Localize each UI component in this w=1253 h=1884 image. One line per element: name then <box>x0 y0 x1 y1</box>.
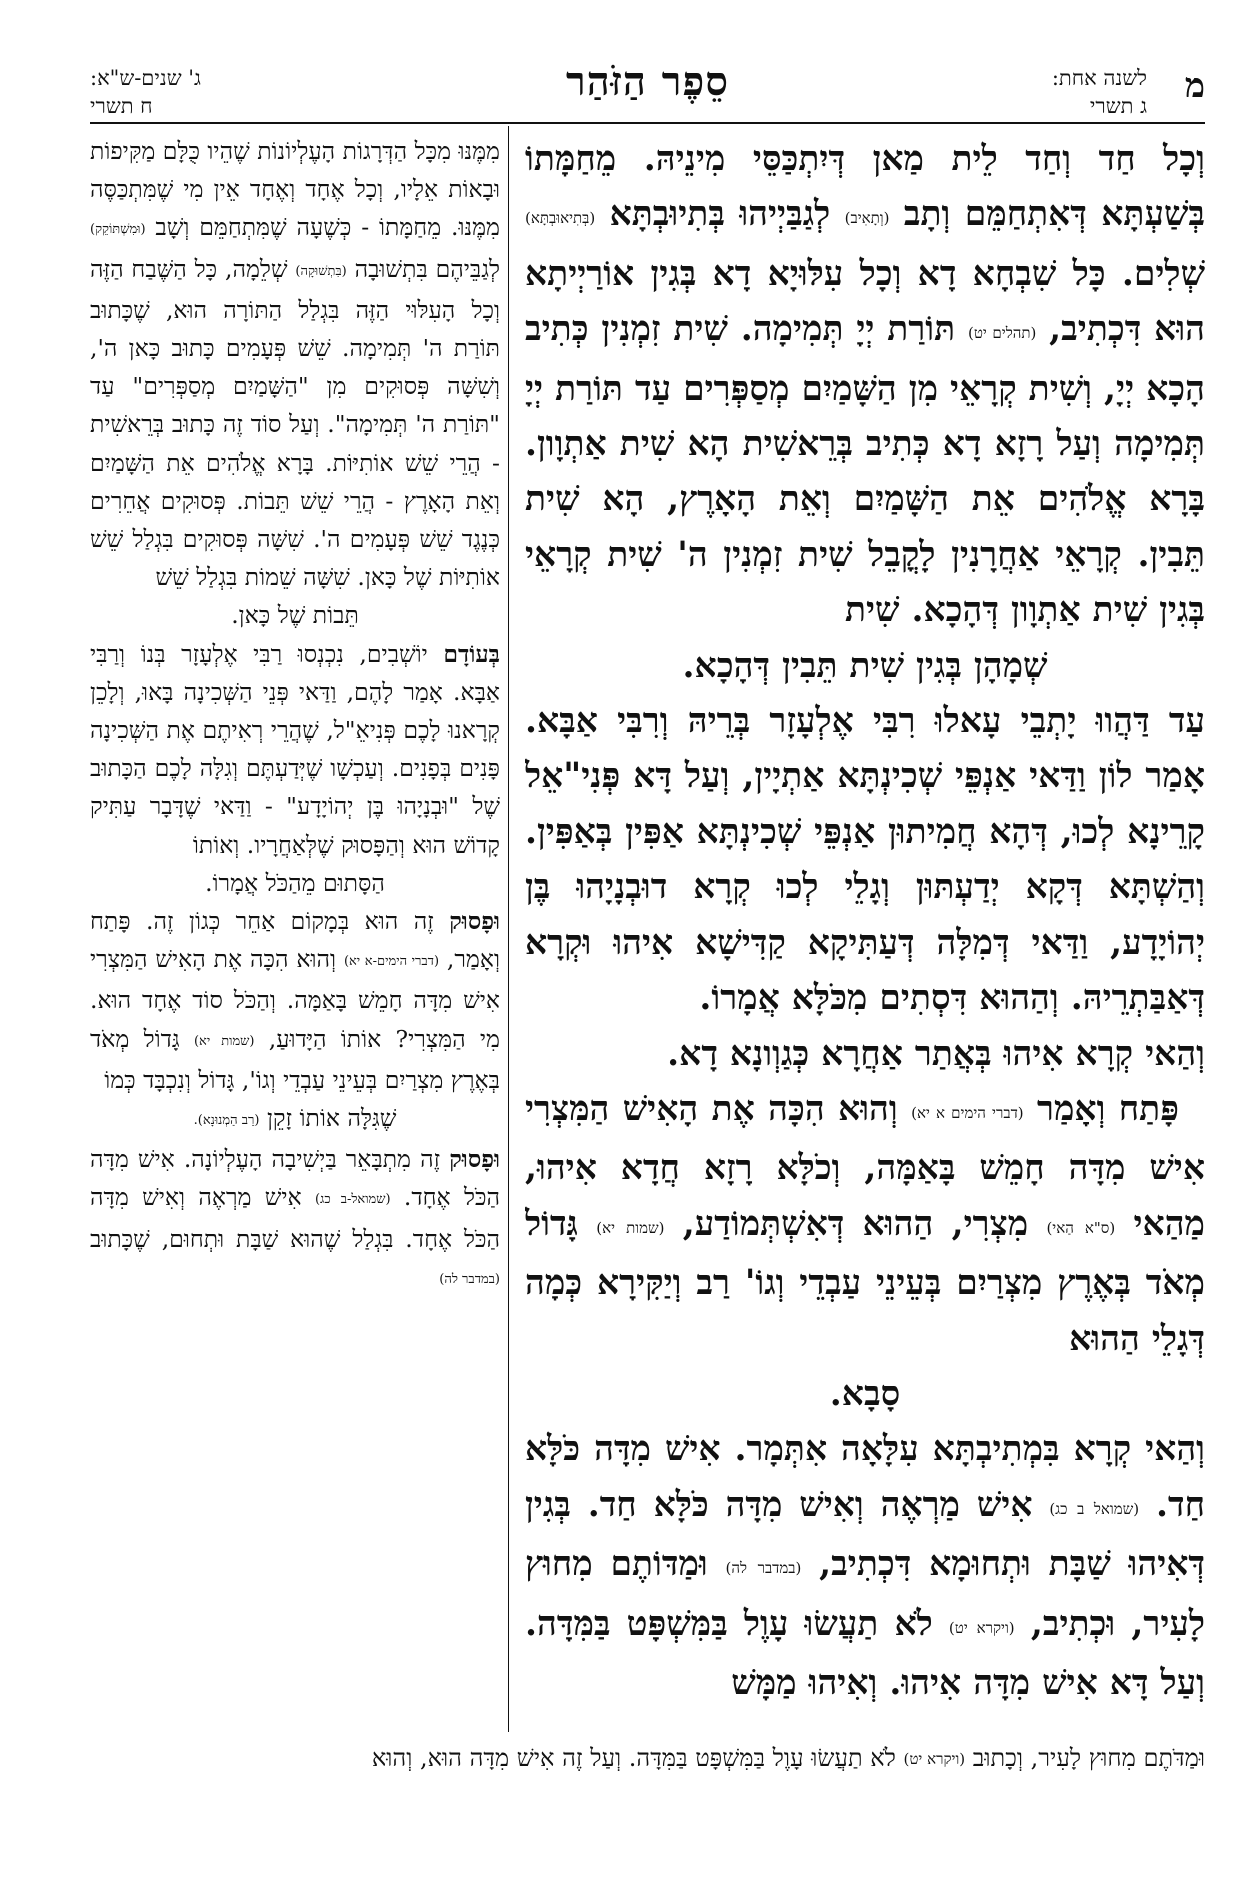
footer-text-2: לֹא תַעֲשׂוּ עָוֶל בַּמִּשְׁפָּט בַּמִּדָּה. וְעַל זֶה אִישׁ מִדָּה הוּא, וְהוּא <box>371 1744 896 1772</box>
side-s4-text-1: זֶה מִתְבָּאֵר בַּיְשִׁיבָה הָעֶלְיוֹנָה. אִישׁ מִדָּה הַכֹּל אֶחָד. <box>90 1145 500 1212</box>
header-rule <box>90 122 1205 124</box>
header-left-info <box>90 64 201 120</box>
page-header <box>90 58 1205 122</box>
main-p1-text-1: וְכָל חַד וְחַד לֵית מַאן דְּיִתְכַּסֵּי מִינֵיהּ. מֵחַמָּתוֹ בְּשַׁעְתָּא דְּאִתְחַמֵּם וְתָב <box>525 139 1205 235</box>
main-p4-ref-3: (שמות יא) <box>596 1218 665 1237</box>
main-paragraph-4 <box>525 1082 1205 1367</box>
main-paragraph-2 <box>525 694 1205 1026</box>
book-title: סֵפֶר הַזֹּהַר <box>566 58 729 105</box>
main-p5-text-3: וּמַדּוֹתֶם מִחוּץ לָעִיר, וּכְתִיב, <box>525 1544 1205 1644</box>
main-p4-text-2: וְהוּא הִכָּה אֶת הָאִישׁ הַמִּצְרִי אִישׁ מִדָּה חָמֵשׁ בָּאַמָּה, וְכֹלָּא רָזָא חֲדָא אִיהוּ, מַהַאי <box>525 1088 1205 1244</box>
main-p1-text-3: שְׁלִים. כָּל שִׁבְחָא דָא וְכָל עִלּוּיָא דָא בְּגִין אוֹרַיְיתָא הוּא דִּכְתִיב, <box>525 253 1205 350</box>
side-s3-closing-text: שֶׁגִּלָּה אוֹתוֹ זָקֵן <box>266 1104 397 1133</box>
main-p1-text-2: לְגַבַּיְיהוּ בְּתִיוּבְתָּא <box>609 194 831 235</box>
side-s1-text-1: מִמֶּנּוּ מִכָּל הַדְּרָגוֹת הָעֶלְיוֹנוֹת שֶׁהֵיו כֻּלָּם מַקִּיפוֹת וּבָאוֹת אֵלָיו, וְכָל אֶחָד וְאֶחָד אֵין מִי שֶׁמִּתְכַּסֶּה מִמֶּנּוּ. מֵחַמָּתוֹ - כְּשֶׁעָה שֶׁמִּתְחַמֵּם וְשָׁב <box>90 137 500 242</box>
main-p5-text-4: לֹא תַעֲשׂוּ עָוֶל בַּמִּשְׁפָּט בַּמִּדָּה. וְעַל דָּא אִישׁ מִדָּה אִיהוּ. וְאִיהוּ מַמָּשׁ <box>525 1603 1205 1703</box>
main-p5-lead-word: וְהַאי <box>1145 1429 1205 1470</box>
main-p5-ref-1: (שמואל ב כג) <box>1049 1499 1140 1518</box>
column-divider <box>508 126 509 1732</box>
side-s3-lead-word: וּפָסוּק <box>449 907 500 936</box>
main-p5-ref-3: (ויקרא יט) <box>948 1618 1015 1637</box>
side-s4-ref-1: (שמואל-ב כג) <box>314 1192 391 1208</box>
main-p4-text-1: פָּתַח וְאָמַר <box>1037 1088 1179 1129</box>
footer-ref-1: (ויקרא יט) <box>903 1750 966 1768</box>
side-s4-text-2: אִישׁ מַרְאֶה וְאִישׁ מִדָּה הַכֹּל אֶחָד. בִּגְלַל שֶׁהוּא שַׁבָּת וּתְחוּם, שֶׁכָּתוּב <box>90 1183 500 1253</box>
side-s1-ref-1: (וּמִשְׁתּוֹקֵק) <box>90 222 146 238</box>
main-paragraph-1 <box>525 132 1205 639</box>
main-paragraph-5 <box>525 1422 1205 1711</box>
side-s3-closing-ref: (רַב הַמְנוּנָא). <box>193 1113 260 1129</box>
main-p2-text: דַּהֲווּ יָתְבֵי עָאלוּ רִבִּי אֶלְעָזָר בְּרֵיהּ וְרִבִּי אַבָּא. אָמַר לוֹן וַדַּאי אַנְפֵּי שְׁכִינְתָּא אַתְיָין, וְעַל דָּא פְּנִי"אֵל קָרֵינָא לְכוּ, דְּהָא חֲמִיתוּן אַנְפֵּי שְׁכִינְתָּא אַפִּין בְּאַפִּין. וְהַשְׁתָּא דְּקָא יְדַעְתּוּן וְגָלֵי לְכוּ קְרָא דוּבְנָיָהוּ בֶּן יְהוֹיָדָע, וַדַּאי דְּמִלָּה דְּעַתִּיקָא קַדִּישָׁא אִיהוּ וּקְרָא דְּאַבַּתְרֵיהּ. וְהַהוּא דִּסְתִים מִכֹּלָּא אֲמָרוֹ. <box>525 701 1205 1019</box>
page-number: מ <box>1184 66 1205 106</box>
main-p4-text-3: מִצְרִי, הַהוּא דְּאִשְׁתְּמוֹדַע, <box>682 1203 1029 1244</box>
header-right-line-1: לשנה אחת: <box>1051 66 1147 90</box>
main-p4-ref-1: (דברי הימים א יא) <box>911 1103 1024 1122</box>
main-p4-closing-line: סָבָא. <box>829 1373 901 1414</box>
main-text-column <box>525 132 1205 1730</box>
main-p1-text-4: תּוֹרַת יְיָ תְּמִימָה. שִׁית זִמְנִין כְּתִיב הָכָא יְיָ, וְשִׁית קְרָאֵי מִן הַשָּׁמַיִם מְסַפְּרִים עַד תּוֹרַת יְיָ תְּמִימָה וְעַל רָזָא דָא כְּתִיב בְּרֵאשִׁית הָא שִׁית אַתְוָון. בָּרָא אֱלֹהִים אֵת הַשָּׁמַיִם וְאֵת הָאָרֶץ, הָא שִׁית תֵּבִין. קְרָאֵי אַחֲרָנִין לָקֳבֵל שִׁית זִמְנִין ה' שִׁית קְרָאֵי בְּגִין שִׁית אַתְוָון דְּהָכָא. שִׁית <box>525 309 1205 631</box>
side-s3-ref-2: (שמות יא) <box>193 1033 255 1049</box>
main-p4-ref-2: (ס"א הַאי) <box>1046 1218 1116 1237</box>
header-right-line-2: ג תשרי <box>1089 94 1147 118</box>
side-s3-text-3: גָּדוֹל מְאֹד בְּאֶרֶץ מִצְרַיִם בְּעֵינֵי עַבְדֵי וְגוֹ', גָּדוֹל וְנִכְבָּד כְּמוֹ <box>90 1024 500 1094</box>
main-p1-ref-2: (בְּתִיאוּבְתָּא) <box>525 209 596 228</box>
translation-column <box>90 132 500 1730</box>
main-p4-text-4: גָּדוֹל מְאֹד בְּאֶרֶץ מִצְרַיִם בְּעֵינֵי עַבְדֵי וְגוֹ' רַב וְיַקִּירָא כְּמָה דְּגָלֵי הַהוּא <box>525 1203 1205 1359</box>
side-s4-lead-word: וּפָסוּק <box>449 1145 500 1174</box>
side-s1-ref-2: (בִּתְשׁוּקָה) <box>295 263 347 279</box>
side-s1-text-2: לְגַבֵּיהֶם בִּתְשׁוּבָה <box>354 254 500 283</box>
main-p2-lead-word: עַד <box>1168 701 1205 742</box>
side-s3-ref-1: (דברי הימים-א יא) <box>343 954 440 970</box>
main-p1-ref-1: (וְתָאִיב) <box>844 209 890 228</box>
main-p3-text: קְרָא אִיהוּ בְּאֲתַר אַחֲרָא כְּגַוְונָא דָא. <box>667 1033 1134 1074</box>
side-paragraph-2 <box>90 635 500 864</box>
side-paragraph-4 <box>90 1140 500 1299</box>
main-p1-ref-3: (תהלים יט) <box>967 324 1037 343</box>
side-s1-closing-line: תֵּבוֹת שֶׁל כָּאן. <box>231 601 359 630</box>
header-left-line-2: ח תשרי <box>90 94 153 118</box>
header-left-line-1: ג' שנים-ש"א: <box>90 66 201 90</box>
side-s3-text-2: וְהוּא הִכָּה אֶת הָאִישׁ הַמִּצְרִי אִישׁ מִדָּה חָמֵשׁ בָּאַמָּה. וְהַכֹּל סוֹד אֶחָד הוּא. מִי הַמִּצְרִי? אוֹתוֹ הַיָּדוּעַ, <box>90 945 500 1053</box>
main-p5-text-1: קְרָא בִּמְתִיבְתָּא עִלָּאָה אִתְּמָר. אִישׁ מִדָּה כֹּלָּא חַד. <box>525 1429 1205 1525</box>
main-p5-text-2: אִישׁ מַרְאֶה וְאִישׁ מִדָּה כֹּלָּא חַד. בְּגִין דְּאִיהוּ שַׁבָּת וּתְחוּמָא דִּכְתִיב, <box>525 1484 1205 1585</box>
side-paragraph-1 <box>90 132 500 596</box>
side-s4-ref-2: (במדבר לה) <box>439 1271 500 1287</box>
main-p1-closing-line: שְׁמָהָן בְּגִין שִׁית תֵּבִין דְּהָכָא. <box>682 645 1048 686</box>
main-p5-ref-2: (במדבר לה) <box>725 1559 802 1578</box>
footer-text-1: וּמַדֹּתֶם מִחוּץ לָעִיר, וְכָתוּב <box>972 1744 1205 1772</box>
main-paragraph-3 <box>525 1027 1205 1082</box>
main-p3-lead-word: וְהַאי <box>1145 1033 1205 1074</box>
side-s1-text-3: שְׁלֵמָה, כָּל הַשֶּׁבַח הַזֶּה וְכָל הָעִלּוּי הַזֶּה בִּגְלַל הַתּוֹרָה הוּא, שֶׁכָּתוּב תּוֹרַת ה' תְּמִימָה. שֵׁשׁ פְּעָמִים כָּתוּב כָּאן ה', וְשִׁשָּׁה פְּסוּקִים מִן "הַשָּׁמַיִם מְסַפְּרִים" עַד "תּוֹרַת ה' תְּמִימָה". וְעַל סוֹד זֶה כָּתוּב בְּרֵאשִׁית - הֲרֵי שֵׁשׁ אוֹתִיּוֹת. בָּרָא אֱלֹהִים אֵת הַשָּׁמַיִם וְאֵת הָאָרֶץ - הֲרֵי שֵׁשׁ תֵּבוֹת. פְּסוּקִים אֲחֵרִים כְּנֶגֶד שֵׁשׁ פְּעָמִים ה'. שִׁשָּׁה פְּסוּקִים בִּגְלַל שֵׁשׁ אוֹתִיּוֹת שֶׁל כָּאן. שִׁשָּׁה שֵׁמוֹת בִּגְלַל שֵׁשׁ <box>90 254 500 592</box>
side-s3-closing-line <box>90 1099 500 1140</box>
side-s2-closing-line: הַסָּתוּם מֵהַכֹּל אֲמָרוֹ. <box>205 868 385 897</box>
side-s2-lead-word: בְּעוֹדָם <box>443 639 500 668</box>
side-paragraph-3 <box>90 902 500 1099</box>
footer-continuation-line <box>90 1738 1205 1779</box>
side-s2-text: יוֹשְׁבִים, נִכְנְסוּ רַבִּי אֶלְעָזָר בְּנוֹ וְרַבִּי אַבָּא. אָמַר לָהֶם, וַדַּאי פְּנֵי הַשְּׁכִינָה בָּאוּ, וְלָכֵן קְרָאנוּ לָכֶם פְּנִיאֵ"ל, שֶׁהֲרֵי רְאִיתֶם אֶת הַשְּׁכִינָה פָּנִים בְּפָנִים. וְעַכְשָׁו שֶׁיְּדַעְתֶּם וְגִלָּה לָכֶם הַכָּתוּב שֶׁל "וּבְנָיָהוּ בֶּן יְהוֹיָדָע" - וַדַּאי שֶׁדָּבָר עַתִּיק קָדוֹשׁ הוּא וְהַפָּסוּק שֶׁלְּאַחֲרָיו. וְאוֹתוֹ <box>90 639 500 859</box>
side-s3-text-1: זֶה הוּא בְּמָקוֹם אַחֵר כְּגוֹן זֶה. פָּתַח וְאָמַר, <box>90 907 500 974</box>
